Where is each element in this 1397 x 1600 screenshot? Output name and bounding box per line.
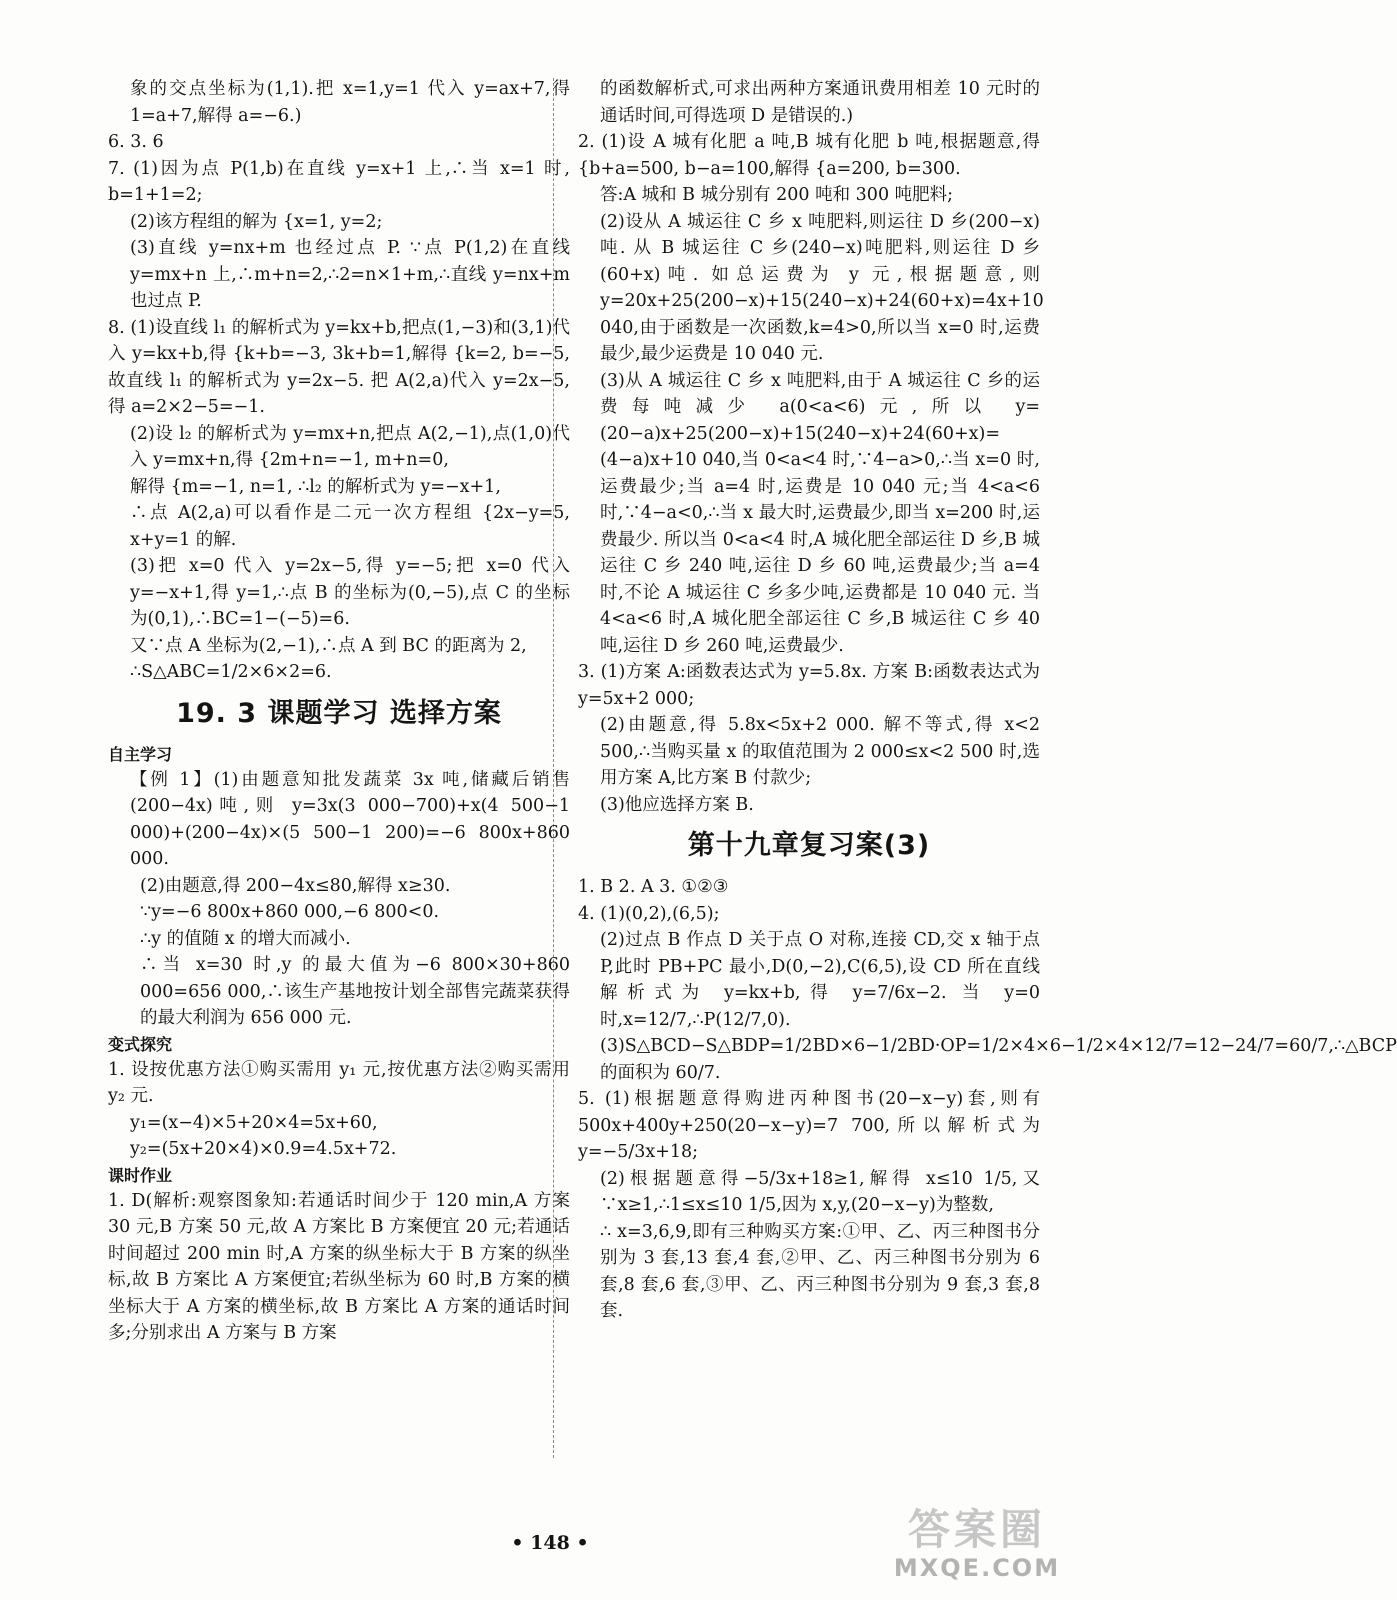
paragraph: 答:A 城和 B 城分别有 200 吨和 300 吨肥料; [600,185,954,205]
paragraph: 1. B 2. A 3. ①②③ [578,877,729,897]
watermark-url: MXQE.COM [893,1554,1061,1582]
subsection-label: 课时作业 [108,1165,173,1185]
right-column [578,76,1397,1325]
paragraph: (2)由题意,得 5.8x<5x+2 000. 解不等式,得 x<2 500,∴当购买量 x 的取值范围为 2 000≤x<2 500 时,选用方案 A,比方案 B 付款少; [600,715,1040,788]
paragraph: 【例 1】(1)由题意知批发蔬菜 3x 吨,储藏后销售(200−4x)吨,则 y=3x(3 000−700)+x(4 500−1 000)+(200−4x)×(5 500−1 200)=−6 800x+860 000. [130,769,570,869]
paragraph: ∴y 的值随 x 的增大而减小. [140,928,351,949]
paragraph: 4. (1)(0,2),(6,5); [578,903,720,924]
paragraph: 解得 {m=−1, n=1, ∴l₂ 的解析式为 y=−x+1, [130,476,501,497]
paragraph: (2)该方程组的解为 {x=1, y=2; [130,211,383,232]
paragraph: 1. 设按优惠方法①购买需用 y₁ 元,按优惠方法②购买需用 y₂ 元. [108,1059,570,1106]
paragraph: (2)过点 B 作点 D 关于点 O 对称,连接 CD,交 x 轴于点 P,此时 PB+PC 最小,D(0,−2),C(6,5),设 CD 所在直线解析式为 y=kx+b,得 y=7/6x−2. 当 y=0 时,x=12/7,∴P(12/7,0). [600,930,1040,1030]
page-number: • 148 • [511,1532,589,1554]
left-column [108,76,570,1347]
paragraph: y₁=(x−4)×5+20×4=5x+60, [130,1112,378,1133]
paragraph: (3)把 x=0 代入 y=2x−5,得 y=−5;把 x=0 代入 y=−x+1,得 y=1,∴点 B 的坐标为(0,−5),点 C 的坐标为(0,1),∴BC=1−(−5)=6. [130,556,570,629]
paragraph: ∴点 A(2,a)可以看作是二元一次方程组 {2x−y=5, x+y=1 的解. [130,503,570,550]
paragraph: ∵y=−6 800x+860 000,−6 800<0. [140,902,440,922]
paragraph: (2)根据题意得−5/3x+18≥1,解得 x≤10 1/5,又∵x≥1,∴1≤x≤10 1/5,因为 x,y,(20−x−y)为整数, [600,1168,1040,1215]
section-title: 第十九章复习案(3) [687,830,931,861]
paragraph: (2)设 l₂ 的解析式为 y=mx+n,把点 A(2,−1),点(1,0)代入 y=mx+n,得 {2m+n=−1, m+n=0, [130,423,570,470]
paragraph: (3)直线 y=nx+m 也经过点 P. ∵点 P(1,2)在直线 y=mx+n 上,∴m+n=2,∴2=n×1+m,∴直线 y=nx+m 也过点 P. [130,238,570,311]
paragraph: 8. (1)设直线 l₁ 的解析式为 y=kx+b,把点(1,−3)和(3,1)代入 y=kx+b,得 {k+b=−3, 3k+b=1,解得 {k=2, b=−5,故直线 l₁ 的解析式为 y=2x−5. 把 A(2,a)代入 y=2x−5,得 a=2×2−5=−1. [108,317,570,417]
paragraph: (3)从 A 城运往 C 乡 x 吨肥料,由于 A 城运往 C 乡的运费每吨减少 a(0<a<6)元,所以 y=(20−a)x+25(200−x)+15(240−x)+24(60+x)=(4−a)x+10 040,当 0<a<4 时,∵4−a>0,∴当 x=0 时,运费最少;当 a=4 时,运费是 10 040 元;当 4<a<6 时,∵4−a<0,∴当 x 最大时,运费最少,即当 x=200 时,运费最少. 所以当 0<a<4 时,A 城化肥全部运往 D 乡,B 城运往 C 乡 240 吨,运往 D 乡 60 吨,运费最少;当 a=4 时,不论 A 城运往 C 乡多少吨,运费都是 10 040 元. 当 4<a<6 时,A 城化肥全部运往 C 乡,B 城运往 C 乡 40 吨,运往 D 乡 260 吨,运费最少. [600,370,1040,656]
paragraph: 3. (1)方案 A:函数表达式为 y=5.8x. 方案 B:函数表达式为 y=5x+2 000; [578,662,1040,709]
paragraph: 又∵点 A 坐标为(2,−1),∴点 A 到 BC 的距离为 2, [130,635,527,656]
subsection-label: 自主学习 [108,744,173,764]
paragraph: 2. (1)设 A 城有化肥 a 吨,B 城有化肥 b 吨,根据题意,得 {b+a=500, b−a=100,解得 {a=200, b=300. [578,132,1040,179]
subsection-label: 变式探究 [108,1034,173,1054]
watermark-logo [888,1506,1066,1584]
section-title: 19. 3 课题学习 选择方案 [176,697,502,729]
paragraph: (3)S△BCD−S△BDP=1/2BD×6−1/2BD·OP=1/2×4×6−1/2×4×12/7=12−24/7=60/7,∴△BCP 的面积为 60/7. [600,1036,1397,1083]
paragraph: (2)设从 A 城运往 C 乡 x 吨肥料,则运往 D 乡(200−x)吨. 从 B 城运往 C 乡(240−x)吨肥料,则运往 D 乡(60+x)吨. 如总运费为 y 元,根据题意,则 y=20x+25(200−x)+15(240−x)+24(60+x)=4x+10 040,由于函数是一次函数,k=4>0,所以当 x=0 时,运费最少,最少运费是 10 040 元. [600,211,1044,364]
watermark-text: 答案圈 [907,1505,1046,1554]
paragraph: 1. D(解析:观察图象知:若通话时间少于 120 min,A 方案 30 元,B 方案 50 元,故 A 方案比 B 方案便宜 20 元;若通话时间超过 200 min 时,A 方案的纵坐标大于 B 方案的纵坐标,故 B 方案比 A 方案便宜;若纵坐标为 60 时,B 方案的横坐标大于 A 方案的横坐标,故 B 方案比 A 方案的通话时间多;分别求出 A 方案与 B 方案 [108,1190,570,1343]
paragraph: 的函数解析式,可求出两种方案通讯费用相差 10 元时的通话时间,可得选项 D 是错误的.) [600,79,1040,126]
paragraph: ∴当 x=30 时,y 的最大值为−6 800×30+860 000=656 000,∴该生产基地按计划全部售完蔬菜获得的最大利润为 656 000 元. [140,955,570,1028]
paragraph: (3)他应选择方案 B. [600,794,754,815]
paragraph: 象的交点坐标为(1,1).把 x=1,y=1 代入 y=ax+7,得 1=a+7,解得 a=−6.) [130,79,570,126]
paragraph: (2)由题意,得 200−4x≤80,解得 x≥30. [140,875,451,896]
paragraph: y₂=(5x+20×4)×0.9=4.5x+72. [130,1139,397,1159]
paragraph: 6. 3. 6 [108,132,164,152]
paragraph: ∴ x=3,6,9,即有三种购买方案:①甲、乙、丙三种图书分别为 3 套,13 套,4 套,②甲、乙、丙三种图书分别为 6 套,8 套,6 套,③甲、乙、丙三种图书分别为 9 套,3 套,8 套. [600,1221,1040,1321]
paragraph: 5. (1)根据题意得购进丙种图书(20−x−y)套,则有 500x+400y+250(20−x−y)=7 700,所以解析式为 y=−5/3x+18; [578,1089,1040,1162]
paragraph: ∴S△ABC=1/2×6×2=6. [130,662,332,682]
paragraph: 7. (1)因为点 P(1,b)在直线 y=x+1 上,∴当 x=1 时, b=1+1=2; [108,158,570,205]
